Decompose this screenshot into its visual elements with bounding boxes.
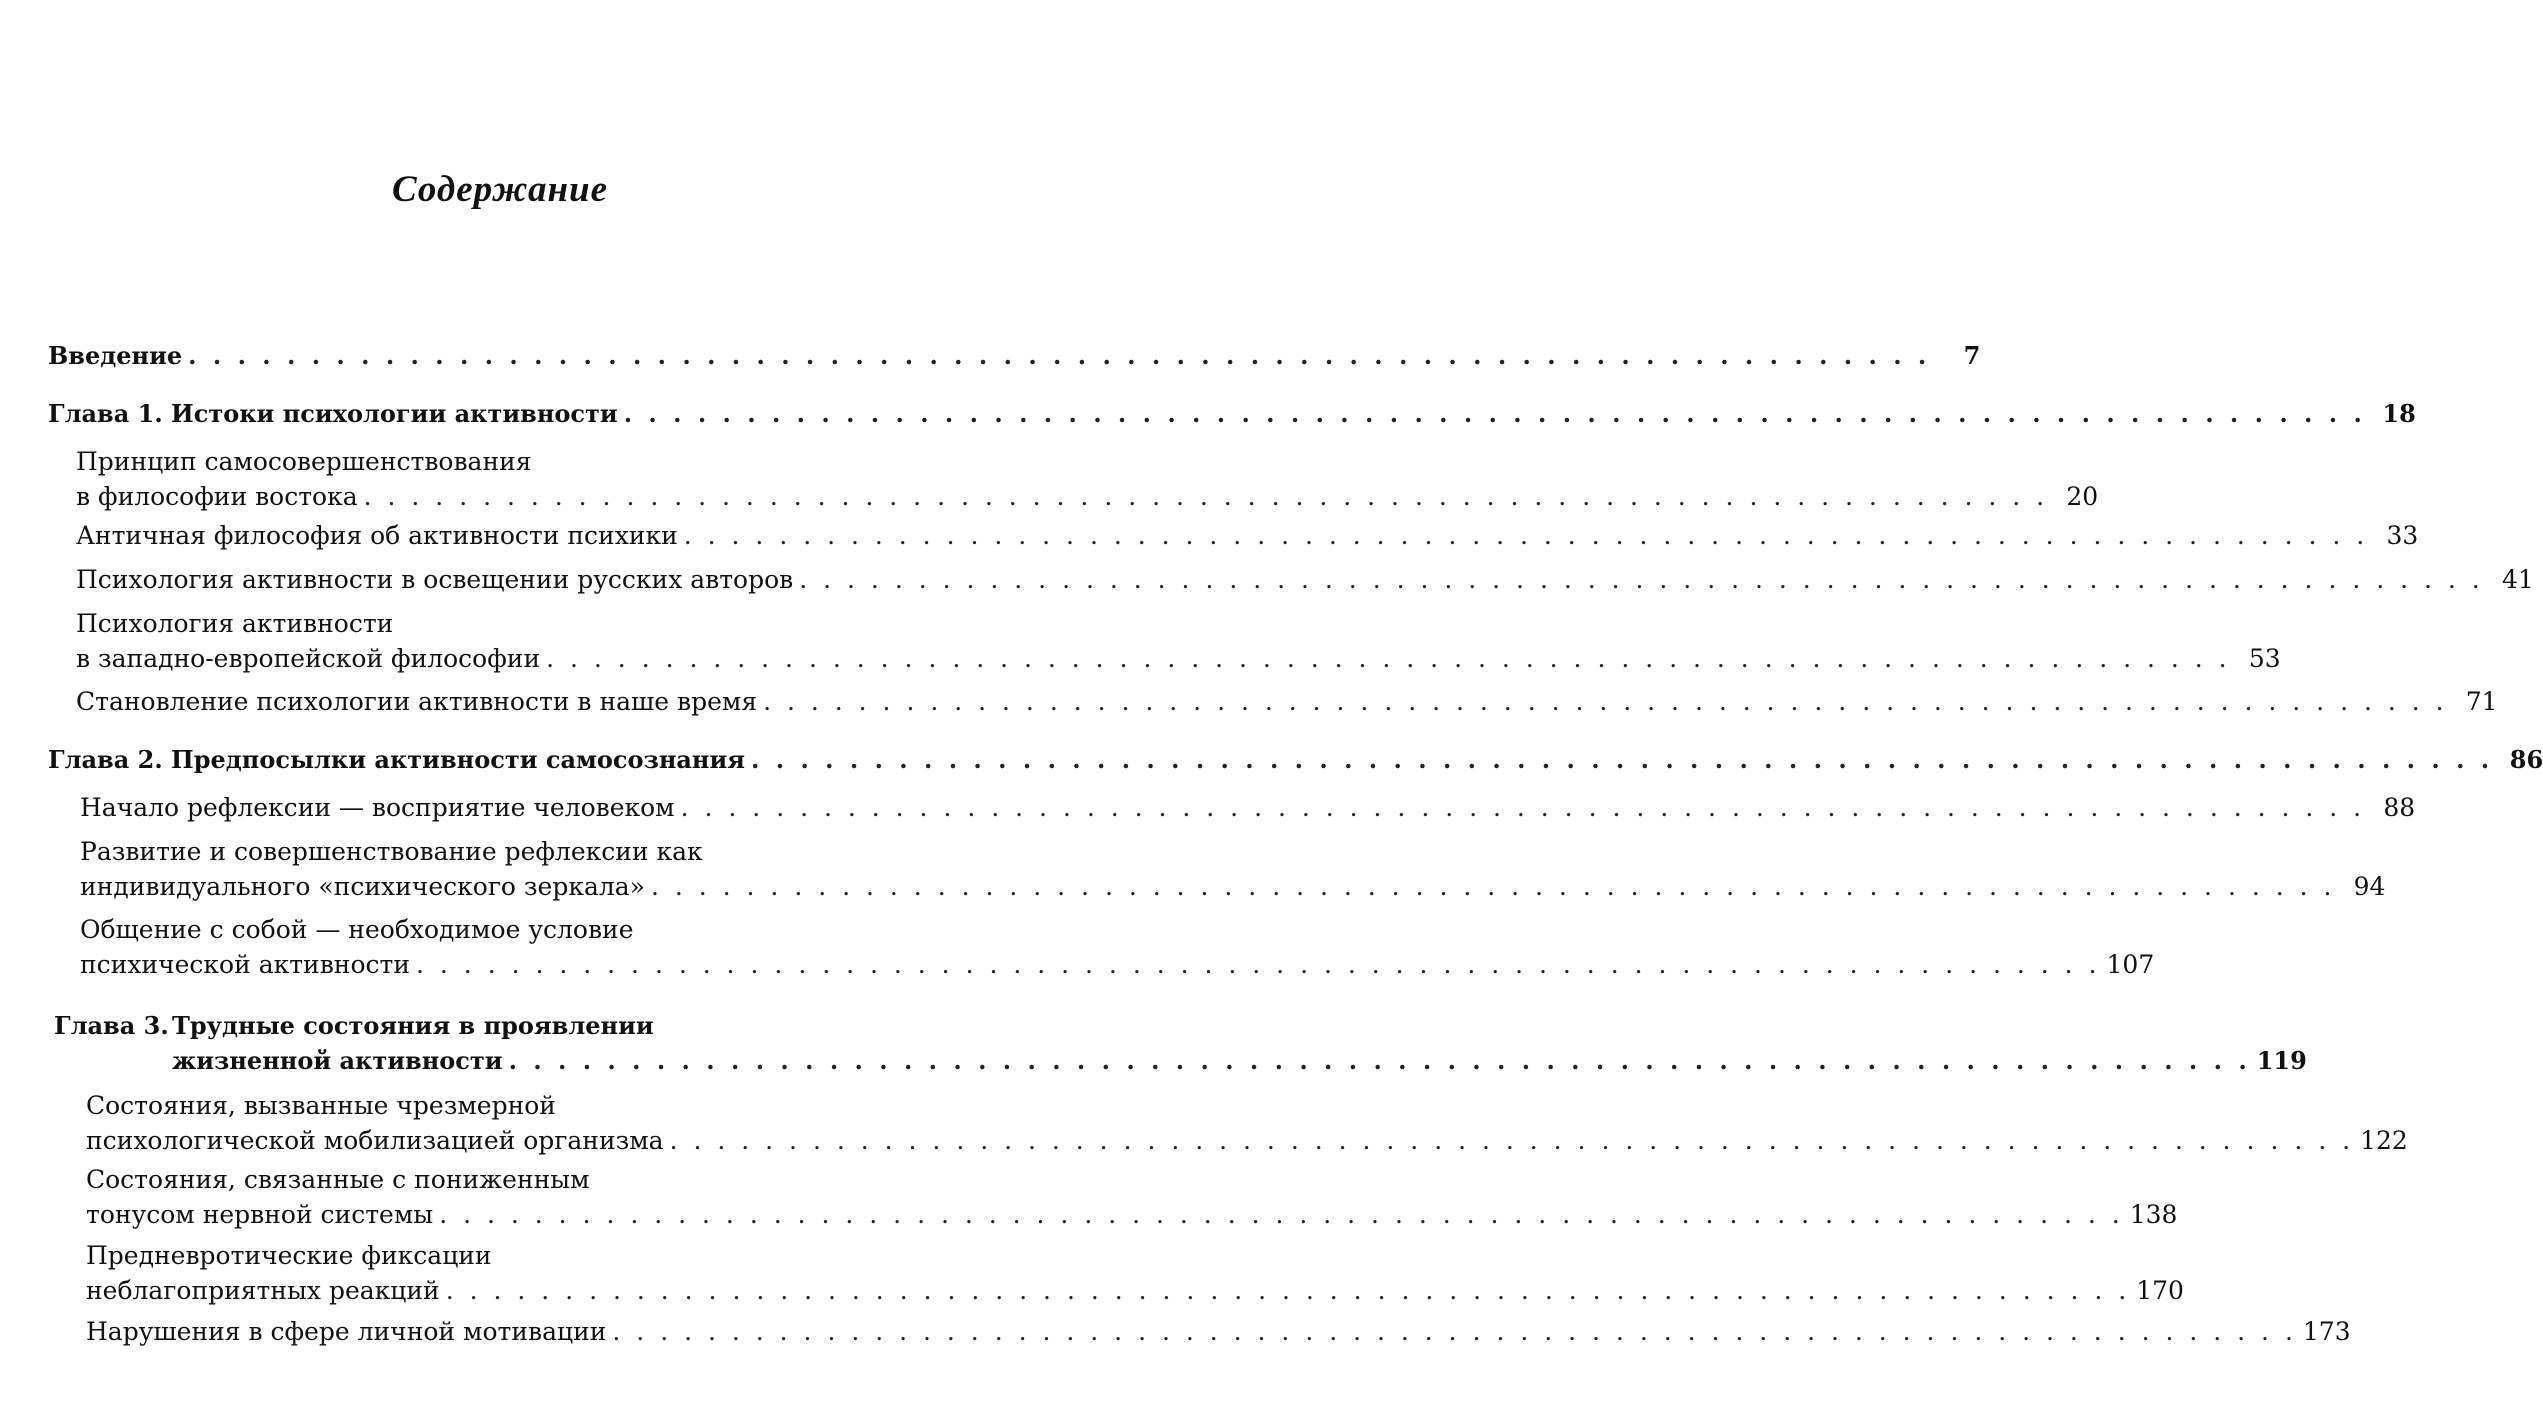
toc-section — [86, 1314, 2351, 1349]
toc-page-number: 18 — [2382, 399, 2416, 428]
toc-page-number: 94 — [2353, 872, 2386, 901]
toc-section — [86, 1088, 2408, 1158]
dot-leader — [439, 1197, 2124, 1232]
toc-section — [80, 912, 2155, 982]
page-title: Содержание — [391, 169, 609, 210]
toc-page-number: 122 — [2360, 1126, 2408, 1155]
section-title-line: в философии востока — [76, 482, 358, 511]
section-title-line: Предневротические фиксации — [86, 1241, 492, 1270]
toc-section — [76, 518, 2419, 553]
dot-leader — [684, 518, 2369, 553]
dot-leader — [416, 947, 2101, 982]
dot-leader — [546, 641, 2231, 676]
toc-page-number: 20 — [2066, 482, 2099, 511]
toc-page-number: 33 — [2386, 521, 2419, 550]
section-title-line: психологической мобилизацией организма — [86, 1126, 664, 1155]
dot-leader — [751, 742, 2493, 777]
toc-page-number: 138 — [2129, 1200, 2178, 1229]
chapter-title: Предпосылки активности самосознания — [171, 745, 746, 774]
dot-leader — [509, 1043, 2251, 1078]
section-title-line: Общение с собой — необходимое условие — [80, 915, 634, 944]
dot-leader — [670, 1123, 2355, 1158]
dot-leader — [624, 396, 2366, 431]
toc-chapter-2 — [48, 742, 2543, 777]
toc-chapter-1 — [48, 396, 2416, 431]
section-title-line: Принцип самосовершенствования — [76, 447, 532, 476]
chapter-label: Глава 3. — [54, 1011, 169, 1040]
toc-page-number: 53 — [2248, 644, 2281, 673]
toc-page-number: 170 — [2136, 1276, 2184, 1305]
dot-leader — [763, 684, 2448, 719]
toc-chapter-3 — [54, 1008, 2307, 1078]
section-title-line: Античная философия об активности психики — [76, 521, 678, 550]
dot-leader — [446, 1273, 2131, 1308]
toc-page-number: 107 — [2106, 950, 2155, 979]
dot-leader — [799, 562, 2484, 597]
dot-leader — [612, 1314, 2297, 1349]
section-title-line: индивидуального «психического зеркала» — [80, 872, 645, 901]
section-title-line: психической активности — [80, 950, 411, 979]
toc-page-number: 119 — [2256, 1046, 2307, 1075]
dot-leader — [364, 479, 2049, 514]
section-title-line: Психология активности в освещении русских авторов — [76, 565, 794, 594]
toc-section — [80, 834, 2386, 904]
section-title-line: Психология активности — [76, 609, 394, 638]
toc-entry-label: Введение — [48, 341, 183, 370]
toc-section — [80, 790, 2416, 825]
section-title-line: в западно-европейской философии — [76, 644, 541, 673]
dot-leader — [651, 869, 2336, 904]
section-title-line: неблагоприятных реакций — [86, 1276, 440, 1305]
chapter-title-line: Трудные состояния в проявлении — [172, 1011, 654, 1040]
section-title-line: Состояния, вызванные чрезмерной — [86, 1091, 556, 1120]
section-title-line: Становление психологии активности в наше время — [76, 687, 758, 716]
chapter-title-line: жизненной активности — [172, 1046, 503, 1075]
toc-section — [76, 606, 2281, 676]
toc-page-number: 71 — [2465, 687, 2498, 716]
section-title-line: Начало рефлексии — восприятие человеком — [80, 793, 675, 822]
toc-page-number: 173 — [2302, 1317, 2351, 1346]
toc-page-number: 7 — [1963, 341, 1981, 370]
toc-page-number: 88 — [2383, 793, 2416, 822]
chapter-label: Глава 2. — [48, 745, 163, 774]
section-title-line: Состояния, связанные с пониженным — [86, 1165, 590, 1194]
toc-page-number: 41 — [2501, 565, 2534, 594]
section-title-line: Нарушения в сфере личной мотивации — [86, 1317, 607, 1346]
toc-section — [76, 562, 2534, 597]
toc-section — [76, 684, 2498, 719]
chapter-title: Истоки психологии активности — [171, 399, 618, 428]
section-title-line: Развитие и совершенствование рефлексии как — [80, 837, 703, 866]
dot-leader — [188, 338, 1930, 373]
toc-section — [76, 444, 2099, 514]
section-title-line: тонусом нервной системы — [86, 1200, 434, 1229]
toc-page-number: 86 — [2509, 745, 2543, 774]
toc-entry-intro — [48, 338, 1981, 373]
dot-leader — [681, 790, 2366, 825]
toc-section — [86, 1238, 2184, 1308]
toc-section — [86, 1162, 2178, 1232]
chapter-label: Глава 1. — [48, 399, 163, 428]
